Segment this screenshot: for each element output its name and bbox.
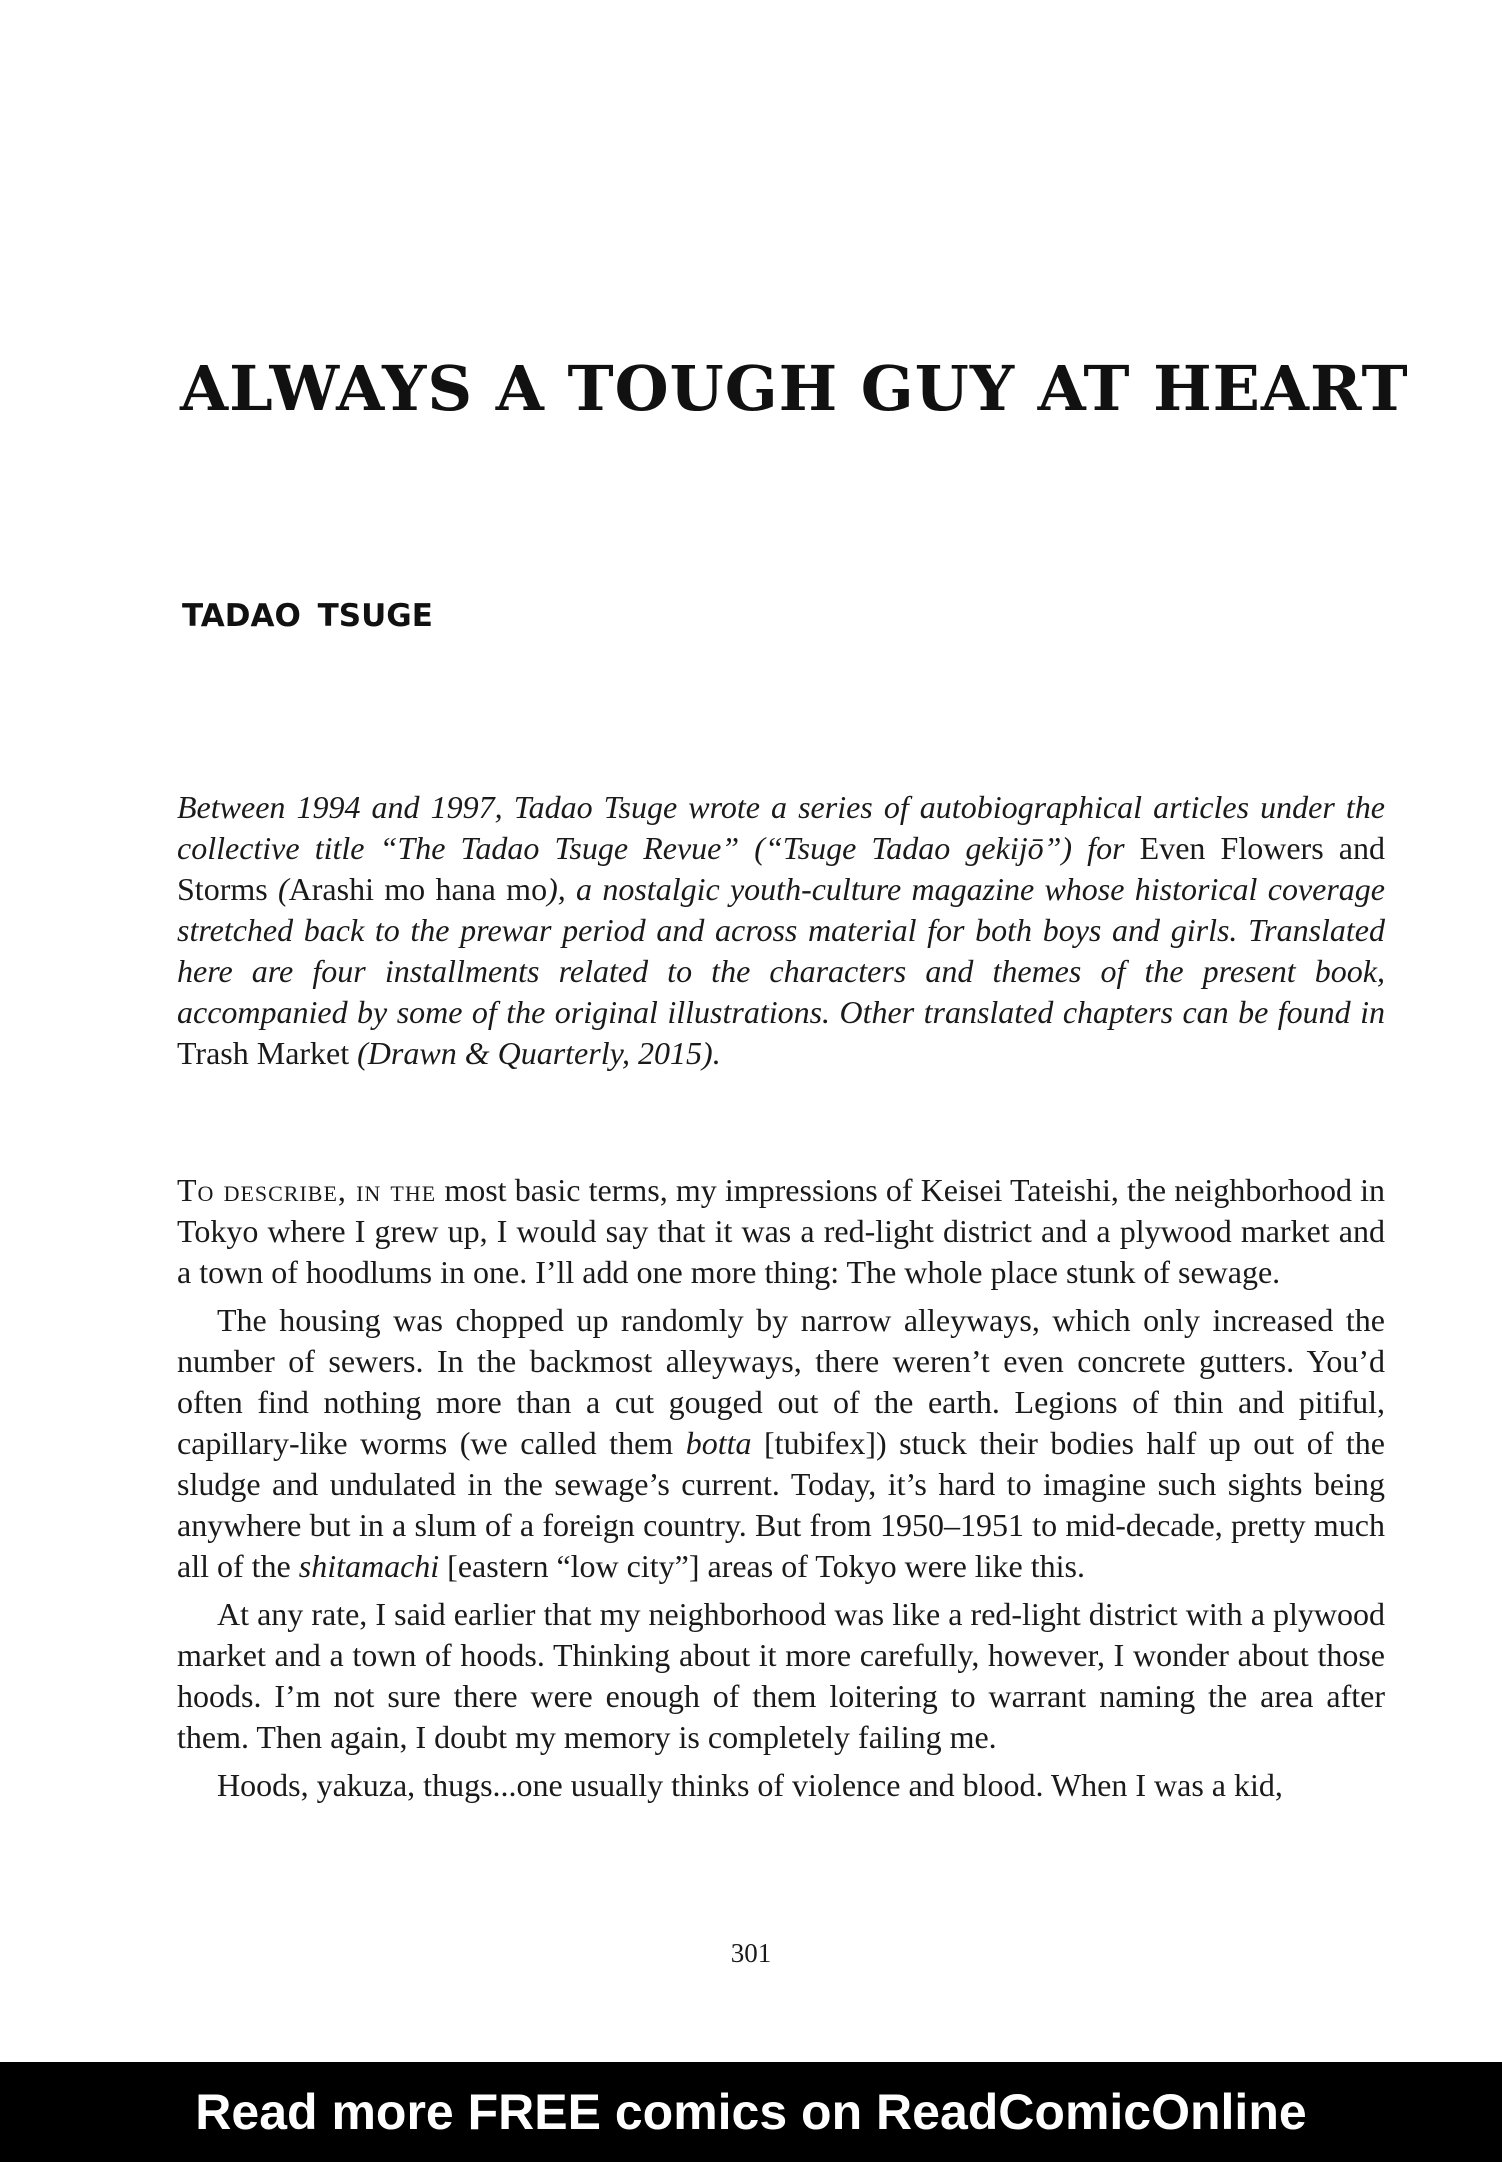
- book-title: Trash Market: [177, 1035, 350, 1071]
- intro-text: (Drawn & Quarterly, 2015).: [349, 1035, 721, 1071]
- paragraph-text: [eastern “low city”] areas of Tokyo were like this.: [439, 1548, 1085, 1584]
- paragraph-text: [tubifex]) stuck their bodies half up out of the sludge and undulated in the sewage’s current. Today, it’s hard to imagine such sights being anywhere but in a slum of a foreign country. But from 1950–1951 to mid-decade, pretty much all of the: [177, 1425, 1386, 1584]
- author-name: TADAO TSUGE: [182, 598, 433, 634]
- article-title: ALWAYS A TOUGH GUY AT HEART: [180, 352, 1409, 425]
- intro-text: (: [267, 871, 289, 907]
- body-paragraph: At any rate, I said earlier that my neighborhood was like a red-light district with a plywood market and a town of hoods. Thinking about it more carefully, however, I wonder about those hoods. I’m not sure there were enough of them loitering to warrant naming the area after them. Then again, I doubt my memory is completely failing me.: [177, 1596, 1385, 1755]
- magazine-original-title: Arashi mo hana mo: [288, 871, 548, 907]
- banner-text[interactable]: Read more FREE comics on ReadComicOnline: [195, 2084, 1307, 2140]
- article-body: [177, 1170, 1385, 1813]
- magazine-title: Even Flowers and Storms: [177, 830, 1386, 907]
- italic-term: botta: [685, 1425, 752, 1461]
- intro-text: ), a nostalgic youth-culture magazine whose historical coverage stretched back to the prewar period and across material for both boys and girls. Translated here are four installments related to the characters and themes of the present book, accompanied by some of the original illustrations. Other translated chapters can be found in: [177, 871, 1386, 1030]
- body-paragraph: [177, 1170, 1385, 1293]
- paragraph-text: The housing was chopped up randomly by narrow alleyways, which only increased the number of sewers. In the backmost alleyways, there weren’t even concrete gutters. You’d often find nothing more than a cut gouged out of the earth. Legions of thin and pitiful, capillary-like worms (we called them: [177, 1302, 1385, 1461]
- body-paragraph: [177, 1300, 1385, 1587]
- body-paragraph: Hoods, yakuza, thugs...one usually thinks of violence and blood. When I was a kid,: [217, 1767, 1283, 1803]
- italic-term: shitamachi: [298, 1548, 440, 1584]
- intro-text: Between 1994 and 1997, Tadao Tsuge wrote a series of autobiographical articles under the collective title “The Tadao Tsuge Revue” (“Tsuge Tadao gekijō”) for: [177, 789, 1385, 866]
- small-caps-lead: To describe, in the: [177, 1172, 437, 1208]
- paragraph-text: most basic terms, my impressions of Keisei Tateishi, the neighborhood in Tokyo where I grew up, I would say that it was a red-light district and a plywood market and a town of hoodlums in one. I’ll add one more thing: The whole place stunk of sewage.: [177, 1172, 1385, 1290]
- page-number: 301: [730, 1938, 772, 1968]
- promo-banner[interactable]: [0, 2062, 1502, 2162]
- intro-paragraph: [177, 787, 1385, 1074]
